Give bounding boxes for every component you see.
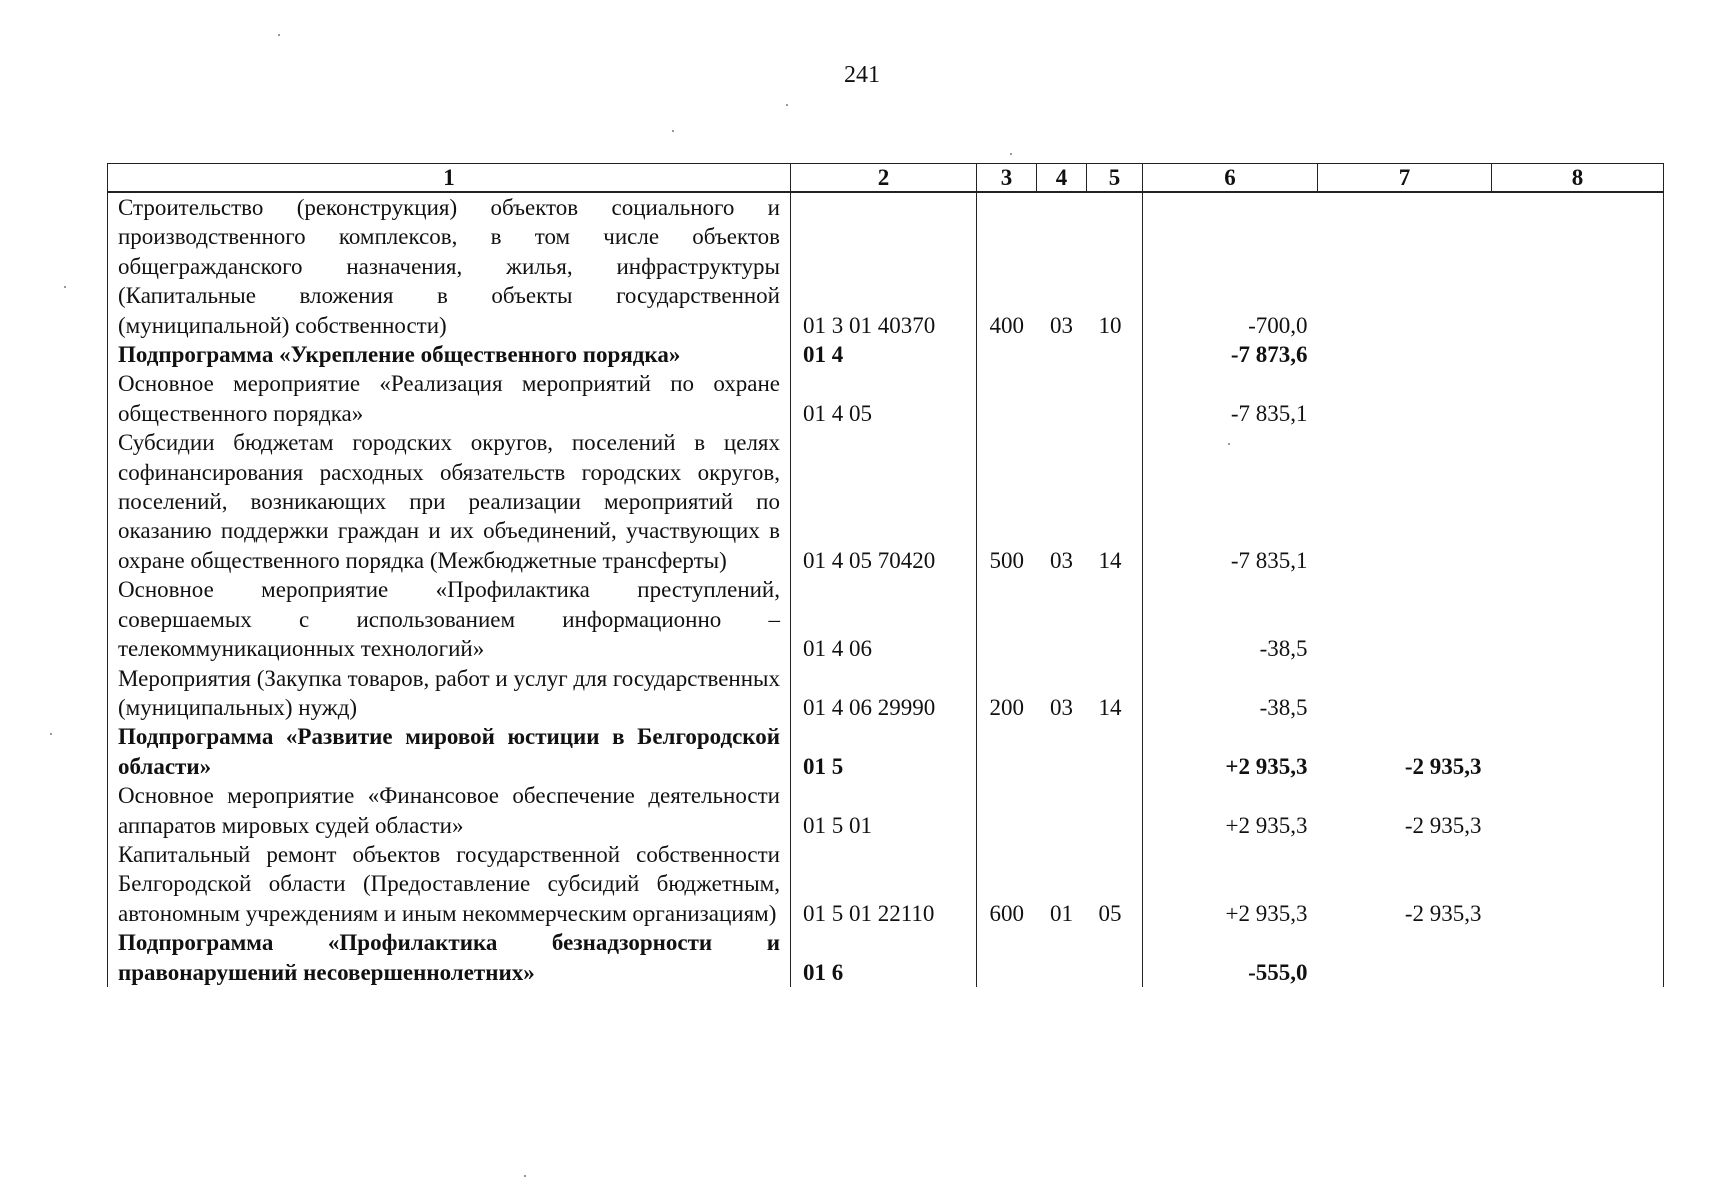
- row-col8: [1492, 781, 1664, 840]
- row-col8: [1492, 664, 1664, 723]
- row-csr: 01 4 05: [791, 369, 977, 428]
- row-vr: 600: [977, 840, 1037, 928]
- table-row: [108, 664, 1664, 723]
- row-col7: -2 935,3: [1404, 812, 1482, 838]
- row-pr: 05: [1087, 840, 1143, 928]
- row-pr: [1087, 722, 1143, 781]
- row-name: Субсидии бюджетам городских округов, поселений в целях софинансирования расходных обязательств городских округов, поселений, возникающих при реализации мероприятий по оказанию поддержки граждан и их объединений, участвующих в охране общественного порядка (Межбюджетные трансферты): [108, 428, 791, 575]
- table-row: [108, 428, 1664, 575]
- row-col7: [1318, 192, 1492, 340]
- row-pr: [1087, 781, 1143, 840]
- scan-speck: [672, 130, 674, 132]
- row-col6: -7 873,6: [1143, 340, 1318, 369]
- row-csr: 01 3 01 40370: [791, 192, 977, 340]
- row-pr: [1087, 575, 1143, 663]
- row-pr: 14: [1087, 428, 1143, 575]
- header-col-7: 7: [1318, 164, 1492, 193]
- row-vr: [977, 369, 1037, 428]
- row-col7: [1318, 428, 1492, 575]
- row-col6: -38,5: [1143, 664, 1318, 723]
- row-name: Подпрограмма «Укрепление общественного порядка»: [108, 340, 791, 369]
- scan-speck: [1010, 153, 1012, 155]
- header-row: [108, 164, 1664, 193]
- header-col-6: 6: [1143, 164, 1318, 193]
- row-rz: [1037, 928, 1087, 987]
- row-col8: [1492, 340, 1664, 369]
- row-csr: 01 4 06 29990: [791, 664, 977, 723]
- row-pr: [1087, 369, 1143, 428]
- row-rz: 03: [1050, 547, 1073, 573]
- row-col8: [1492, 722, 1664, 781]
- row-pr: 14: [1087, 664, 1143, 723]
- header-col-2: 2: [791, 164, 977, 193]
- scan-speck: [278, 34, 280, 36]
- header-col-5: 5: [1087, 164, 1143, 193]
- row-name: Капитальный ремонт объектов государственной собственности Белгородской области (Предоставление субсидий бюджетным, автономным учреждениям и иным некоммерческим организациям): [108, 840, 791, 928]
- table-row: [108, 575, 1664, 663]
- header-col-1: 1: [108, 164, 791, 193]
- scan-speck: [64, 286, 66, 288]
- row-col6: -555,0: [1143, 928, 1318, 987]
- table-row: [108, 340, 1664, 369]
- row-col6: -7 835,1: [1143, 369, 1318, 428]
- row-csr: 01 5 01 22110: [791, 840, 977, 928]
- row-col8: [1492, 428, 1664, 575]
- row-col7: [1318, 575, 1492, 663]
- row-vr: 500: [977, 428, 1037, 575]
- row-rz: [1037, 722, 1087, 781]
- row-vr: [977, 575, 1037, 663]
- row-col8: [1492, 575, 1664, 663]
- scan-speck: [524, 1175, 526, 1177]
- row-name: Основное мероприятие «Финансовое обеспечение деятельности аппаратов мировых судей области»: [108, 781, 791, 840]
- row-name: Строительство (реконструкция) объектов социального и производственного комплексов, в том числе объектов общегражданского назначения, жилья, инфраструктуры (Капитальные вложения в объекты государственной (муниципальной) собственности): [108, 192, 791, 340]
- row-rz: [1037, 369, 1087, 428]
- row-vr: [977, 722, 1037, 781]
- row-rz: 03: [1050, 312, 1073, 338]
- row-col8: [1492, 928, 1664, 987]
- row-name: Основное мероприятие «Профилактика преступлений, совершаемых с использованием информационно – телекоммуникационных технологий»: [108, 575, 791, 663]
- row-vr: 200: [977, 664, 1037, 723]
- row-pr: 10: [1087, 192, 1143, 340]
- row-col7: [1318, 340, 1492, 369]
- row-col6: -38,5: [1143, 575, 1318, 663]
- row-col7: [1318, 664, 1492, 723]
- table-row: [108, 722, 1664, 781]
- row-csr: 01 4 06: [791, 575, 977, 663]
- row-rz: [1037, 575, 1087, 663]
- row-name: Подпрограмма «Развитие мировой юстиции в Белгородской области»: [108, 722, 791, 781]
- row-col8: [1492, 369, 1664, 428]
- row-pr: [1087, 928, 1143, 987]
- table-row: [108, 369, 1664, 428]
- row-rz: [1037, 781, 1087, 840]
- row-vr: [977, 781, 1037, 840]
- header-col-4: 4: [1037, 164, 1087, 193]
- row-col6: -7 835,1: [1143, 428, 1318, 575]
- table-row: [108, 192, 1664, 340]
- budget-table: [107, 163, 1664, 987]
- page-number: 241: [844, 62, 880, 88]
- table-row: [108, 928, 1664, 987]
- row-col6: +2 935,3: [1143, 722, 1318, 781]
- row-col7: [1318, 369, 1492, 428]
- row-csr: 01 5 01: [791, 781, 977, 840]
- row-rz: [1037, 340, 1087, 369]
- row-rz: 03: [1050, 694, 1073, 720]
- row-pr: [1087, 340, 1143, 369]
- row-col8: [1492, 840, 1664, 928]
- row-col7: [1318, 928, 1492, 987]
- scan-speck: [786, 104, 788, 106]
- row-col6: +2 935,3: [1143, 781, 1318, 840]
- row-csr: 01 6: [791, 928, 977, 987]
- row-rz: 01: [1050, 900, 1073, 926]
- row-name: Подпрограмма «Профилактика безнадзорности и правонарушений несовершеннолетних»: [108, 928, 791, 987]
- row-csr: 01 5: [791, 722, 977, 781]
- row-name: Мероприятия (Закупка товаров, работ и услуг для государственных (муниципальных) нужд): [108, 664, 791, 723]
- row-col7: -2 935,3: [1404, 753, 1482, 779]
- row-csr: 01 4: [791, 340, 977, 369]
- header-col-3: 3: [977, 164, 1037, 193]
- row-vr: [977, 340, 1037, 369]
- row-csr: 01 4 05 70420: [791, 428, 977, 575]
- table-row: [108, 840, 1664, 928]
- row-col8: [1492, 192, 1664, 340]
- scan-speck: [50, 733, 52, 735]
- row-vr: 400: [977, 192, 1037, 340]
- row-col6: +2 935,3: [1143, 840, 1318, 928]
- row-col6: -700,0: [1143, 192, 1318, 340]
- row-name: Основное мероприятие «Реализация мероприятий по охране общественного порядка»: [108, 369, 791, 428]
- table-row: [108, 781, 1664, 840]
- row-vr: [977, 928, 1037, 987]
- header-col-8: 8: [1492, 164, 1664, 193]
- row-col7: -2 935,3: [1404, 900, 1482, 926]
